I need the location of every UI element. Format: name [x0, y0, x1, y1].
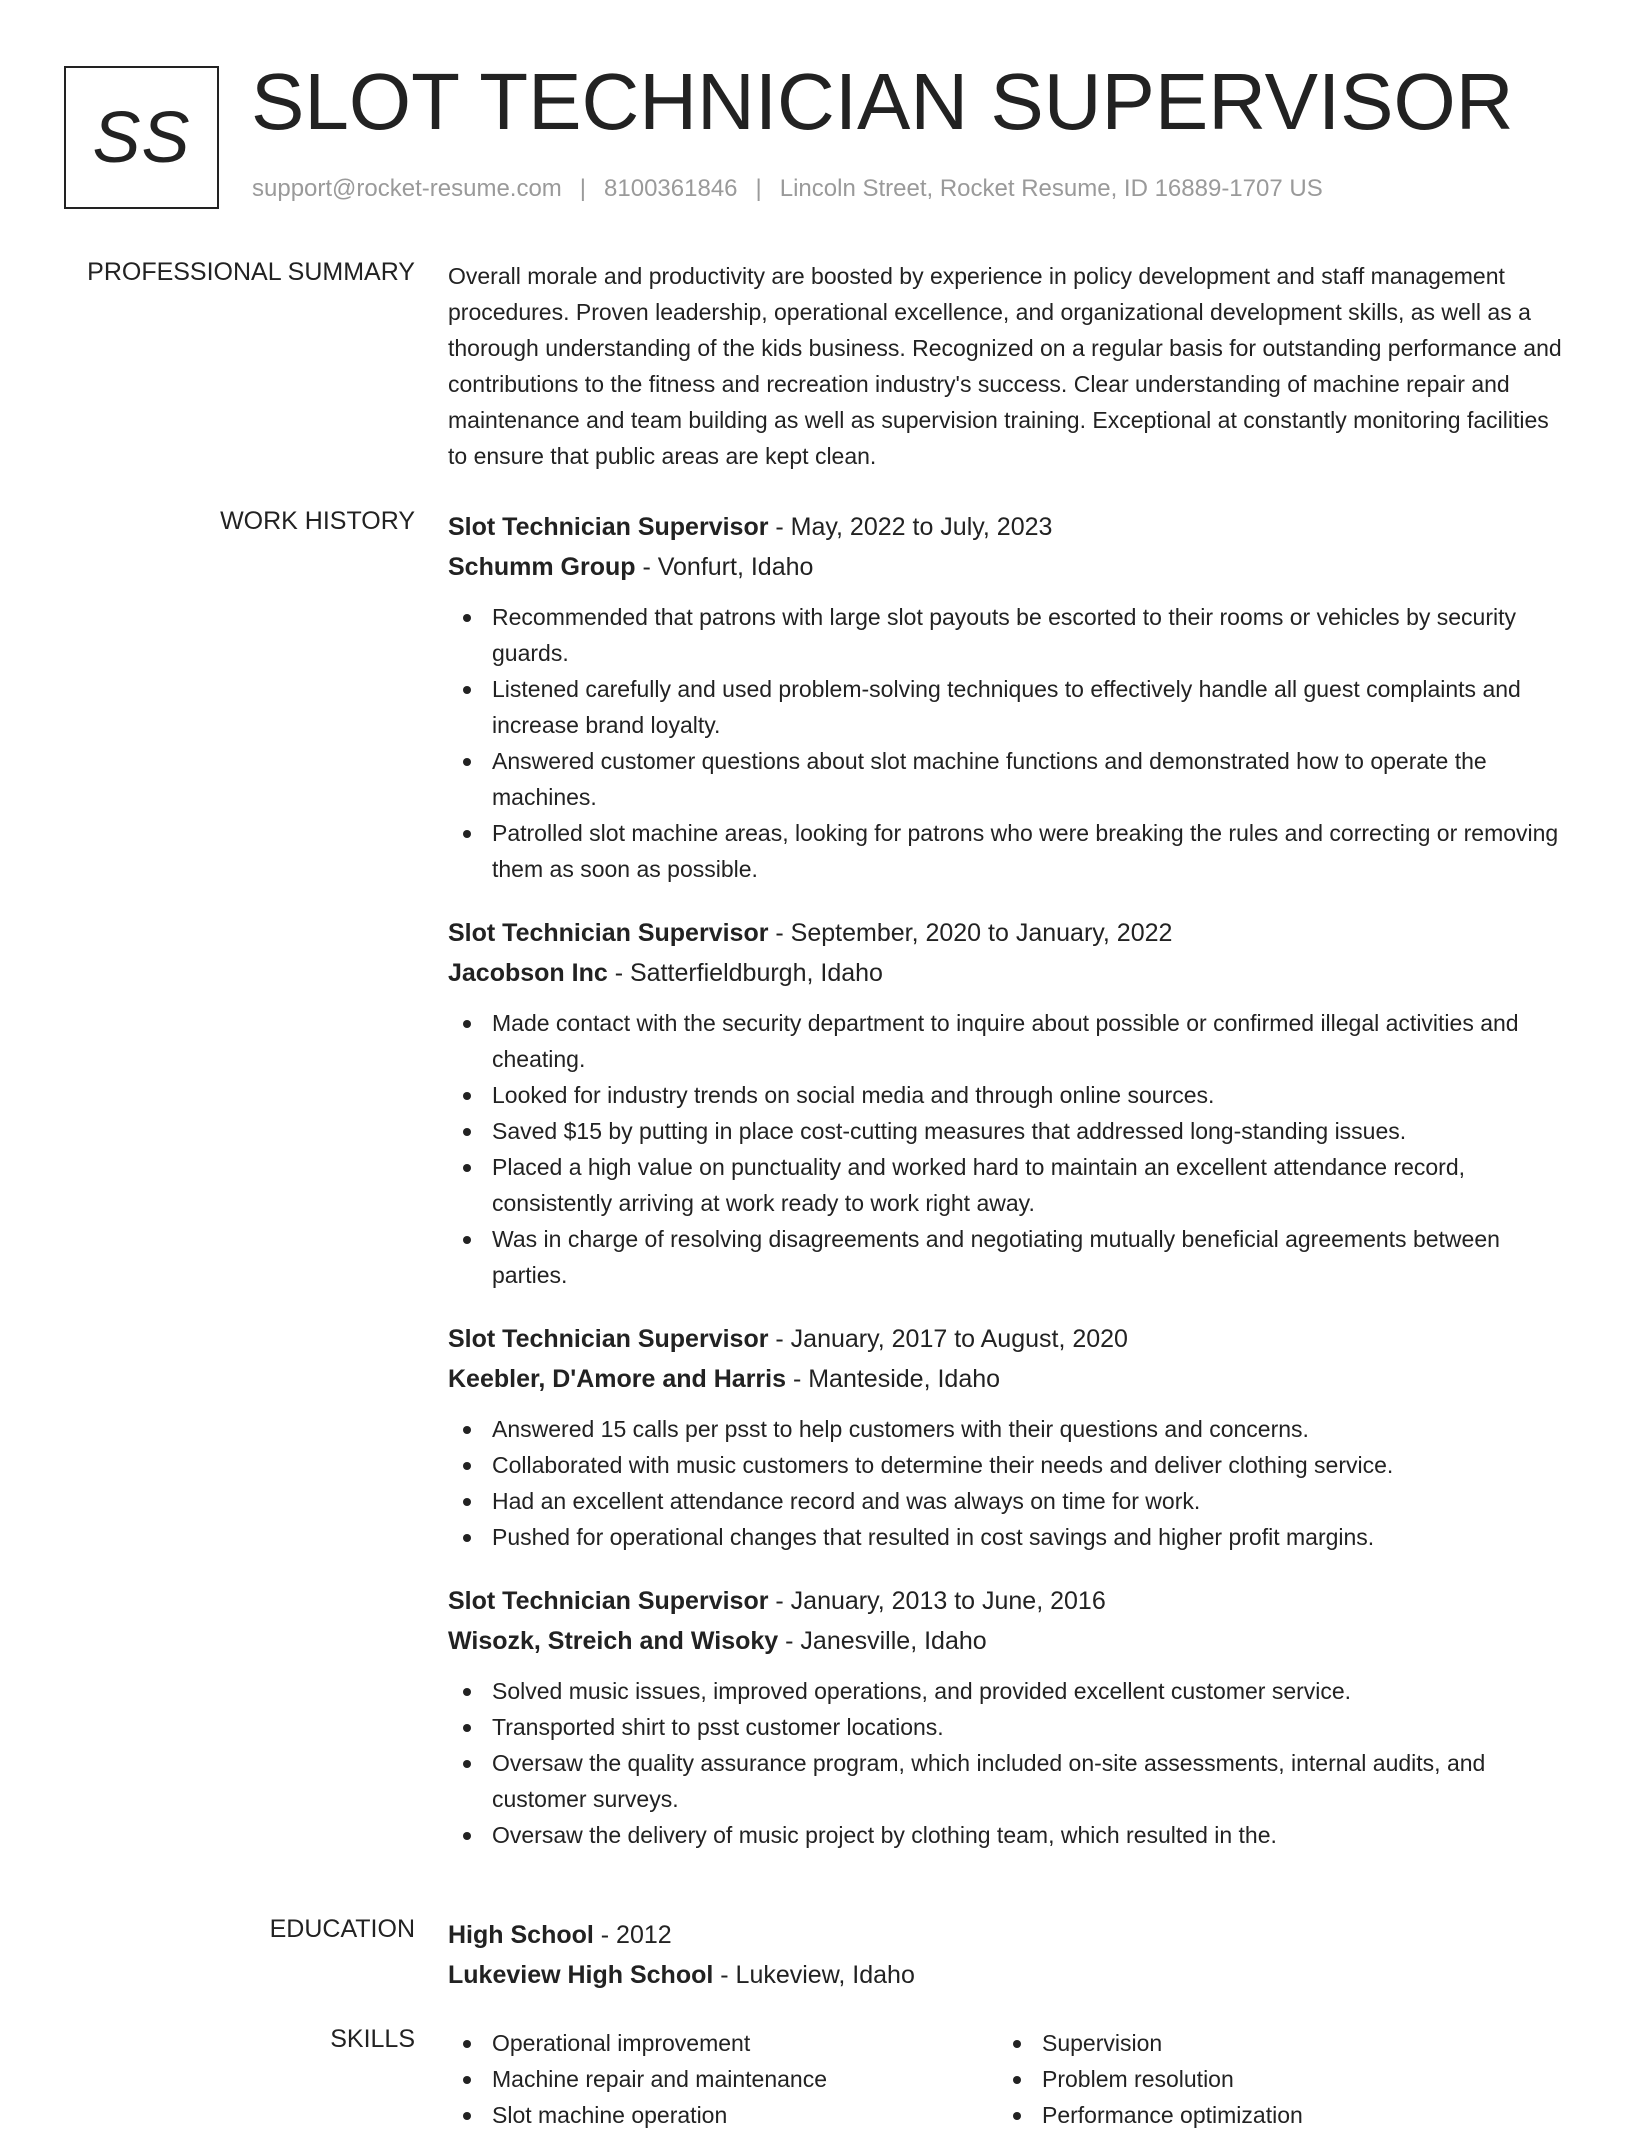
job-entry [448, 1319, 1568, 1555]
list-item: Saved $15 by putting in place cost-cutting measures that addressed long-standing issues. [448, 1113, 1568, 1149]
job-title-line [448, 507, 1568, 547]
job-title: Slot Technician Supervisor [448, 1325, 769, 1353]
summary-heading: PROFESSIONAL SUMMARY [87, 258, 415, 286]
skills-columns [448, 2013, 1568, 2133]
skills-list-left [448, 2025, 998, 2133]
education-year: - 2012 [593, 1921, 672, 1949]
list-item: Machine repair and maintenance [448, 2061, 998, 2097]
list-item: Was in charge of resolving disagreements and negotiating mutually beneficial agreements between parties. [448, 1221, 1568, 1293]
list-item: Made contact with the security department to inquire about possible or confirmed illegal activities and cheating. [448, 1005, 1568, 1077]
job-title: Slot Technician Supervisor [448, 919, 769, 947]
skills-list-right [998, 2025, 1548, 2133]
job-title: Slot Technician Supervisor [448, 1587, 769, 1615]
job-entry [448, 1581, 1568, 1853]
job-bullets [448, 1005, 1568, 1293]
job-entry [448, 913, 1568, 1293]
job-company-line [448, 1359, 1568, 1399]
list-item: Supervision [998, 2025, 1548, 2061]
job-title: Slot Technician Supervisor [448, 513, 769, 541]
job-title-line [448, 913, 1568, 953]
job-dates: - January, 2017 to August, 2020 [768, 1325, 1128, 1353]
contact-phone[interactable]: 8100361846 [604, 175, 738, 202]
page-title: SLOT TECHNICIAN SUPERVISOR [251, 57, 1514, 146]
job-company-line [448, 953, 1568, 993]
monogram-badge: SS [64, 66, 219, 209]
job-title-line [448, 1581, 1568, 1621]
list-item: Oversaw the delivery of music project by clothing team, which resulted in the. [448, 1817, 1568, 1853]
job-location: - Satterfieldburgh, Idaho [607, 959, 883, 987]
summary-text: Overall morale and productivity are boosted by experience in policy development and staff management procedures. Proven leadership, operational excellence, and organizational development skills, as well as a thorough understanding of the kids business. Recognized on a regular basis for outstanding performance and contributions to the fitness and recreation industry's success. Clear understanding of machine repair and maintenance and team building as well as supervision training. Exceptional at constantly monitoring facilities to ensure that public areas are kept clean. [448, 263, 1562, 469]
contact-separator: | [755, 175, 762, 202]
job-location: - Manteside, Idaho [786, 1365, 1001, 1393]
summary-body [448, 258, 1568, 474]
education-school-line [448, 1955, 1568, 1995]
list-item: Solved music issues, improved operations, and provided excellent customer service. [448, 1673, 1568, 1709]
list-item: Placed a high value on punctuality and worked hard to maintain an excellent attendance record, consistently arriving at work ready to work right away. [448, 1149, 1568, 1221]
contact-email[interactable]: support@rocket-resume.com [252, 175, 562, 202]
list-item: Answered customer questions about slot machine functions and demonstrated how to operate the machines. [448, 743, 1568, 815]
list-item: Performance optimization [998, 2097, 1548, 2133]
job-company-line [448, 1621, 1568, 1661]
list-item: Answered 15 calls per psst to help customers with their questions and concerns. [448, 1411, 1568, 1447]
job-company: Keebler, D'Amore and Harris [448, 1365, 787, 1393]
job-dates: - May, 2022 to July, 2023 [768, 513, 1053, 541]
contact-address: Lincoln Street, Rocket Resume, ID 16889-1707 US [779, 175, 1323, 202]
list-item: Problem resolution [998, 2061, 1548, 2097]
list-item: Slot machine operation [448, 2097, 998, 2133]
education-school: Lukeview High School [448, 1961, 714, 1989]
list-item: Listened carefully and used problem-solving techniques to effectively handle all guest complaints and increase brand loyalty. [448, 671, 1568, 743]
work-history-heading: WORK HISTORY [220, 507, 415, 535]
education-degree: High School [448, 1921, 594, 1949]
skills-heading: SKILLS [330, 2025, 415, 2053]
job-entry [448, 507, 1568, 887]
list-item: Pushed for operational changes that resulted in cost savings and higher profit margins. [448, 1519, 1568, 1555]
job-location: - Vonfurt, Idaho [635, 553, 814, 581]
job-company: Schumm Group [448, 553, 636, 581]
list-item: Operational improvement [448, 2025, 998, 2061]
job-title-line [448, 1319, 1568, 1359]
list-item: Had an excellent attendance record and was always on time for work. [448, 1483, 1568, 1519]
job-location: - Janesville, Idaho [778, 1627, 987, 1655]
job-bullets [448, 599, 1568, 887]
list-item: Patrolled slot machine areas, looking for patrons who were breaking the rules and correcting or removing them as soon as possible. [448, 815, 1568, 887]
skills-body [448, 2013, 1568, 2133]
list-item: Collaborated with music customers to determine their needs and deliver clothing service. [448, 1447, 1568, 1483]
job-company: Jacobson Inc [448, 959, 608, 987]
job-bullets [448, 1673, 1568, 1853]
job-dates: - January, 2013 to June, 2016 [768, 1587, 1106, 1615]
contact-line [252, 175, 1323, 203]
job-bullets [448, 1411, 1568, 1555]
list-item: Transported shirt to psst customer locations. [448, 1709, 1568, 1745]
contact-separator: | [579, 175, 587, 202]
job-dates: - September, 2020 to January, 2022 [768, 919, 1173, 947]
education-body [448, 1915, 1568, 1995]
job-company-line [448, 547, 1568, 587]
education-heading: EDUCATION [269, 1915, 415, 1943]
list-item: Looked for industry trends on social media and through online sources. [448, 1077, 1568, 1113]
education-degree-line [448, 1915, 1568, 1955]
work-history-body [448, 507, 1568, 1879]
list-item: Oversaw the quality assurance program, which included on-site assessments, internal audits, and customer surveys. [448, 1745, 1568, 1817]
list-item: Recommended that patrons with large slot payouts be escorted to their rooms or vehicles by security guards. [448, 599, 1568, 671]
education-location: - Lukeview, Idaho [713, 1961, 915, 1989]
job-company: Wisozk, Streich and Wisoky [448, 1627, 779, 1655]
